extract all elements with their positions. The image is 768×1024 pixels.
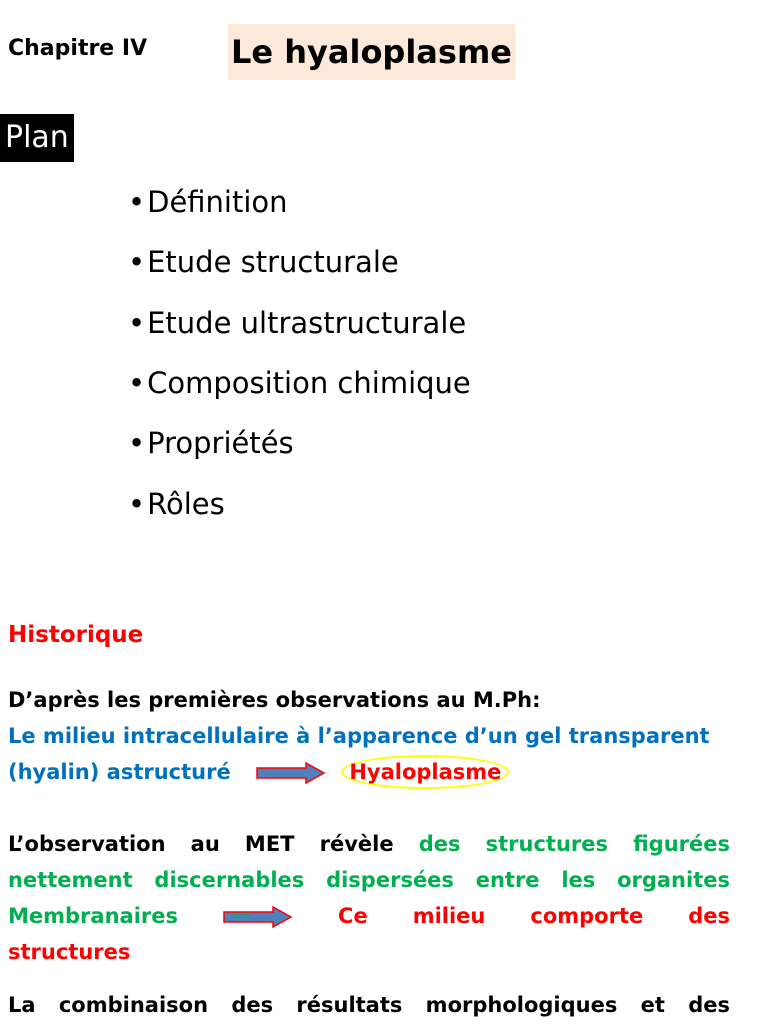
paragraph-line <box>8 898 730 934</box>
plan-item-label: Etude structurale <box>147 245 399 279</box>
plan-item-label: Propriétés <box>147 426 294 460</box>
green-text: des structures figurées <box>418 832 731 856</box>
plan-item-label: Définition <box>147 185 288 219</box>
membranaires-text: Membranaires <box>8 904 178 928</box>
plan-label: Plan <box>0 114 74 162</box>
plan-item-label: Rôles <box>147 487 225 521</box>
paragraph-combinaison <box>8 987 730 1023</box>
paragraph-line-blue: Le milieu intracellulaire à l’apparence d’un gel transparent <box>8 724 710 748</box>
right-arrow-icon <box>256 762 326 784</box>
plan-item-label: Etude ultrastructurale <box>147 306 467 340</box>
met-intro-text: L’observation au MET révèle <box>8 832 394 856</box>
plan-item-composition-chimique <box>128 363 471 403</box>
plan-item-etude-structurale <box>128 242 399 282</box>
plan-item-definition <box>128 182 288 222</box>
plan-item-roles <box>128 484 225 524</box>
right-arrow-icon <box>223 906 293 928</box>
paragraph-line <box>8 826 730 862</box>
plan-item-label: Composition chimique <box>147 366 471 400</box>
paragraph-line: La combinaison des résultats morphologiques et des <box>8 993 730 1017</box>
bullet: • <box>128 366 146 400</box>
arrow-label: cemi <box>231 911 251 920</box>
bullet: • <box>128 426 146 460</box>
title-box <box>228 24 515 80</box>
section-heading-historique: Historique <box>8 622 144 648</box>
plan-item-proprietes <box>128 423 294 463</box>
paragraph-mph-observations <box>8 682 730 790</box>
plan-item-etude-ultrastructurale <box>128 303 466 343</box>
bullet: • <box>128 487 146 521</box>
bullet: • <box>128 185 146 219</box>
paragraph-line: D’après les premières observations au M.Ph: <box>8 688 541 712</box>
structures-text: structures <box>8 940 131 964</box>
paragraph-met-observation <box>8 826 730 970</box>
bullet: • <box>128 245 146 279</box>
paragraph-line-green: nettement discernables dispersées entre les organites <box>8 868 730 892</box>
hyaloplasme-highlight: Hyaloplasme <box>341 755 509 789</box>
milieu-comporte-text: Ce milieu comporte des <box>338 904 731 928</box>
chapter-label: Chapitre IV <box>8 36 148 61</box>
page-title: Le hyaloplasme <box>231 33 512 71</box>
bullet: • <box>128 306 146 340</box>
astructure-text: (hyalin) astructuré <box>8 760 231 784</box>
paragraph-line-result <box>8 754 730 790</box>
